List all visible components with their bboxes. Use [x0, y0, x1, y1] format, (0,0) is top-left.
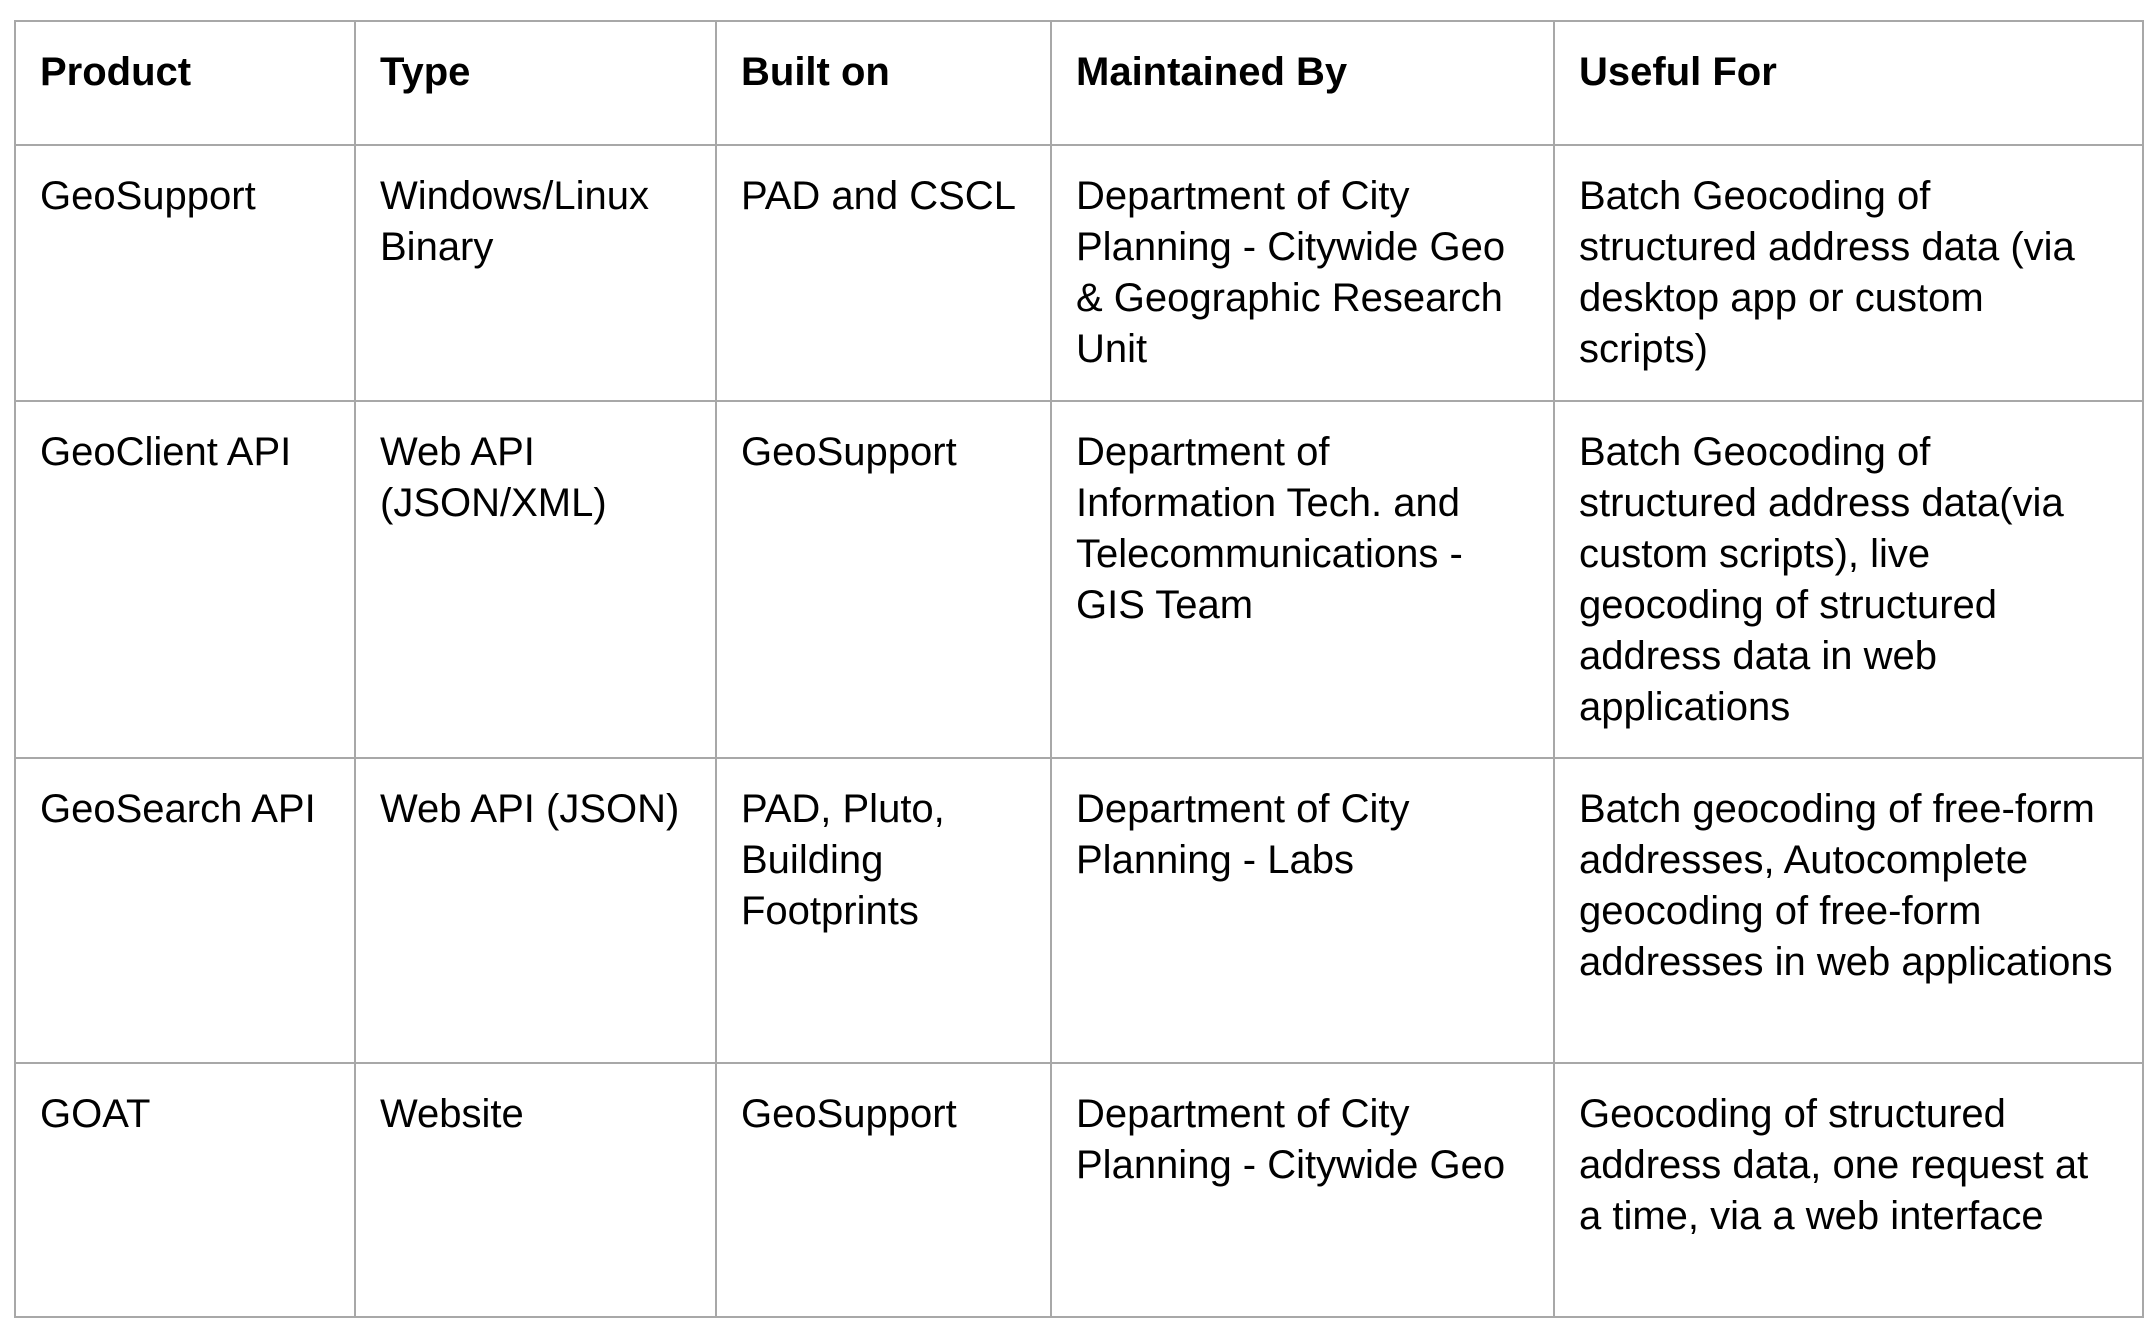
cell-built-on: GeoSupport [716, 1063, 1051, 1317]
cell-type: Windows/Linux Binary [355, 145, 716, 401]
cell-useful-for: Batch Geocoding of structured address data(via custom scripts), live geocoding of structured address data in web applications [1554, 401, 2143, 758]
cell-type: Web API (JSON/XML) [355, 401, 716, 758]
cell-built-on: PAD, Pluto, Building Footprints [716, 758, 1051, 1063]
cell-useful-for: Batch geocoding of free-form addresses, Autocomplete geocoding of free-form addresses in web applications [1554, 758, 2143, 1063]
cell-useful-for: Batch Geocoding of structured address data (via desktop app or custom scripts) [1554, 145, 2143, 401]
cell-maintained-by: Department of Information Tech. and Telecommunications - GIS Team [1051, 401, 1554, 758]
cell-built-on: GeoSupport [716, 401, 1051, 758]
cell-maintained-by: Department of City Planning - Citywide Geo & Geographic Research Unit [1051, 145, 1554, 401]
cell-product: GeoClient API [15, 401, 355, 758]
cell-product: GeoSearch API [15, 758, 355, 1063]
table-header-row [15, 21, 2143, 145]
cell-product: GeoSupport [15, 145, 355, 401]
header-useful-for: Useful For [1554, 21, 2143, 145]
cell-type: Web API (JSON) [355, 758, 716, 1063]
header-product: Product [15, 21, 355, 145]
header-type: Type [355, 21, 716, 145]
header-maintained-by: Maintained By [1051, 21, 1554, 145]
header-built-on: Built on [716, 21, 1051, 145]
cell-built-on: PAD and CSCL [716, 145, 1051, 401]
cell-type: Website [355, 1063, 716, 1317]
table-row [15, 401, 2143, 758]
comparison-table-container [14, 20, 2144, 1318]
table-row [15, 145, 2143, 401]
table-row [15, 1063, 2143, 1317]
cell-maintained-by: Department of City Planning - Labs [1051, 758, 1554, 1063]
geocoding-products-table [14, 20, 2144, 1318]
cell-useful-for: Geocoding of structured address data, one request at a time, via a web interface [1554, 1063, 2143, 1317]
table-row [15, 758, 2143, 1063]
cell-maintained-by: Department of City Planning - Citywide Geo [1051, 1063, 1554, 1317]
cell-product: GOAT [15, 1063, 355, 1317]
